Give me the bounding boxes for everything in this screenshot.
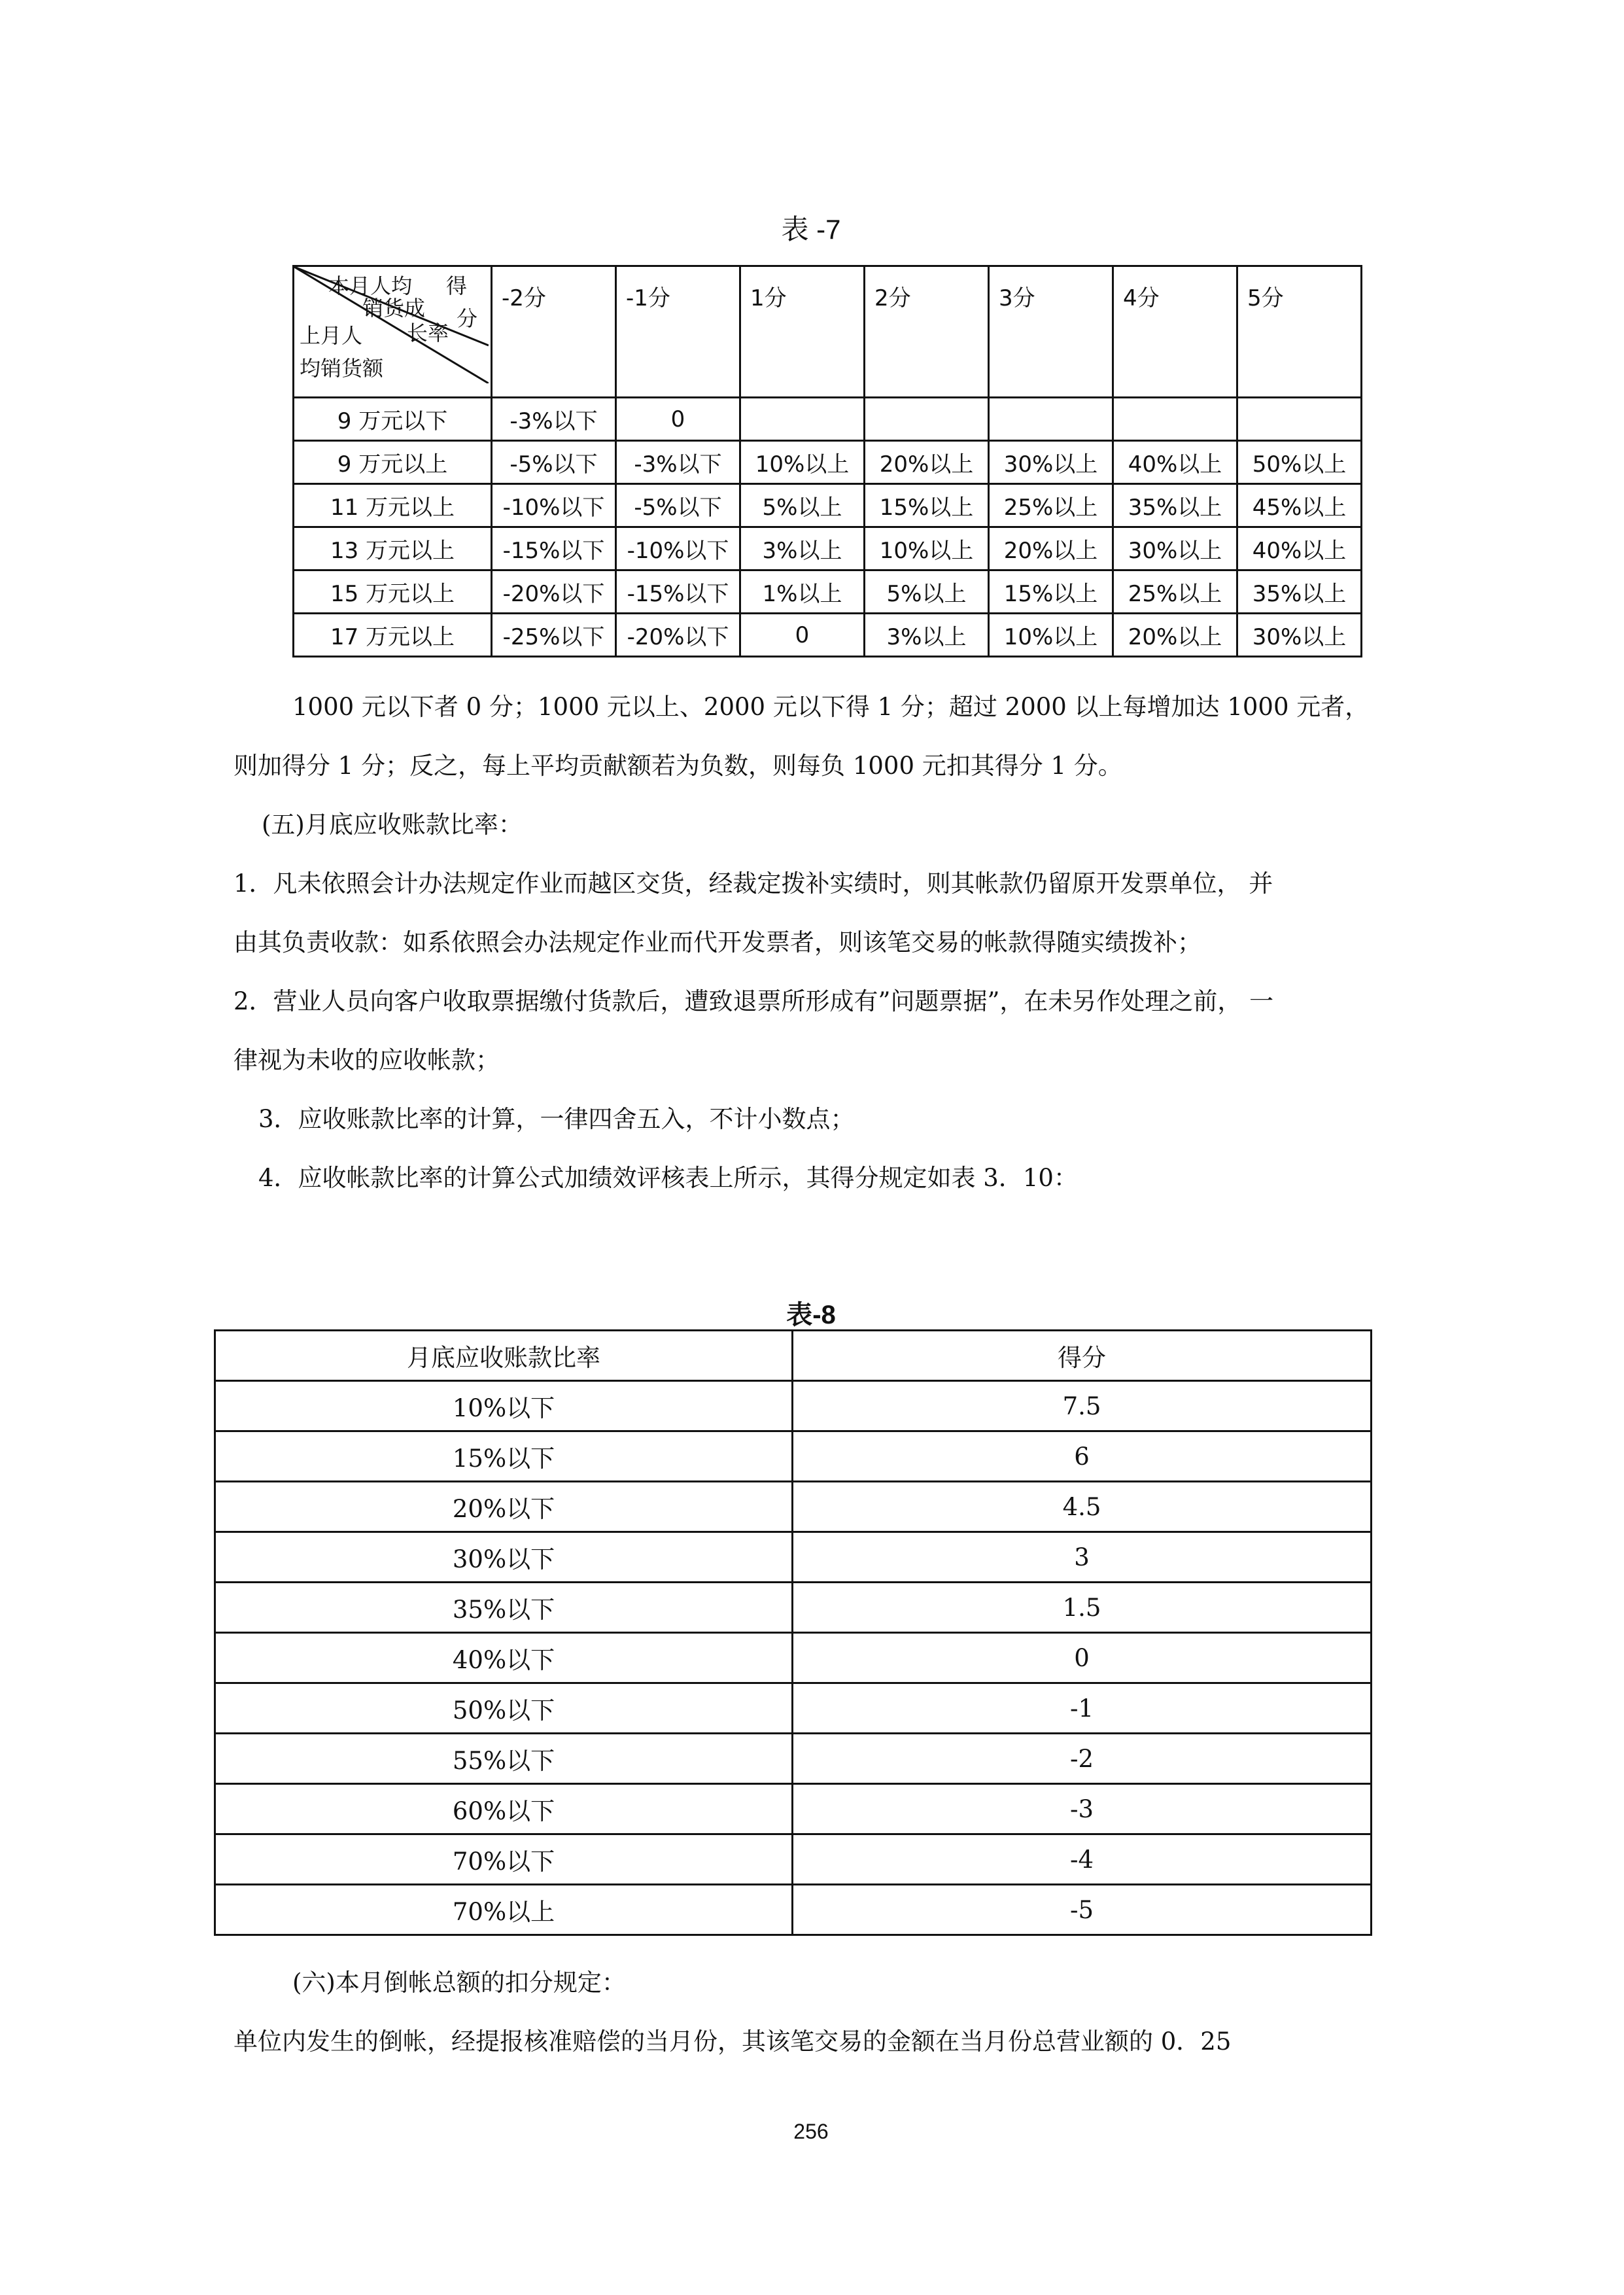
table-cell: 25%以上: [989, 484, 1113, 527]
table-cell: 30%以上: [989, 441, 1113, 484]
table-cell: [865, 398, 989, 441]
table-cell: 20%以上: [989, 527, 1113, 570]
score-header: 5分: [1237, 266, 1362, 398]
corner-label-previous-1: 上月人: [300, 323, 363, 348]
table-cell: 10%以上: [989, 614, 1113, 657]
column-header: 得分: [793, 1331, 1372, 1381]
paragraph-item-4: 4．应收帐款比率的计算公式加绩效评核表上所示，其得分规定如表 3．10：: [258, 1164, 1078, 1192]
table-row: [294, 614, 1362, 657]
table-cell: 20%以下: [215, 1482, 793, 1532]
table-cell: -10%以下: [616, 527, 740, 570]
column-header: 月底应收账款比率: [215, 1331, 793, 1381]
corner-label-current-1: 本月人均: [328, 273, 413, 298]
table-row: [294, 527, 1362, 570]
table-cell: -3%以下: [492, 398, 616, 441]
table-cell: 10%以下: [215, 1381, 793, 1431]
table7-title: 表 -7: [781, 214, 841, 245]
table-cell: -2: [793, 1734, 1372, 1784]
table7-header-row: [294, 266, 1362, 398]
paragraph-item-1: 1．凡未依照会计办法规定作业而越区交货，经裁定拨补实绩时，则其帐款仍留原开发票单位， 并: [233, 869, 1273, 898]
table-row: [215, 1482, 1372, 1532]
table-row: [215, 1885, 1372, 1935]
corner-label-current-2: 销货成: [362, 296, 426, 321]
row-label: 9 万元以下: [294, 398, 492, 441]
paragraph-item-2-cont: 律视为未收的应收帐款；: [233, 1046, 500, 1074]
diagonal-header-cell: [294, 266, 492, 398]
table-row: [215, 1381, 1372, 1431]
paragraph-score-rule: 1000 元以下者 0 分；1000 元以上、2000 元以下得 1 分；超过 2000 以上每增加达 1000 元者，: [292, 693, 1370, 721]
table-cell: 15%以下: [215, 1431, 793, 1482]
table-row: [215, 1633, 1372, 1683]
table-cell: 20%以上: [865, 441, 989, 484]
table-cell: -20%以下: [616, 614, 740, 657]
table-header-row: [215, 1331, 1372, 1381]
table-cell: -20%以下: [492, 570, 616, 614]
table-cell: 70%以下: [215, 1834, 793, 1885]
row-label: 9 万元以上: [294, 441, 492, 484]
table-cell: -5%以下: [492, 441, 616, 484]
paragraph-item-3: 3．应收账款比率的计算，一律四舍五入，不计小数点；: [258, 1105, 855, 1133]
table-row: [215, 1683, 1372, 1734]
table-cell: 10%以上: [865, 527, 989, 570]
table-row: [215, 1784, 1372, 1834]
table-cell: 60%以下: [215, 1784, 793, 1834]
table-cell: -5%以下: [616, 484, 740, 527]
score-header: -2分: [492, 266, 616, 398]
section-heading-receivables: (五)月底应收账款比率：: [262, 811, 523, 839]
section-heading-bad-debt: (六)本月倒帐总额的扣分规定：: [292, 1969, 626, 1997]
table-cell: 30%以上: [1237, 614, 1362, 657]
paragraph-score-rule-cont: 则加得分 1 分；反之，每上平均贡献额若为负数，则每负 1000 元扣其得分 1 分。: [233, 752, 1122, 780]
corner-label-score-2: 分: [457, 306, 478, 331]
table-cell: [740, 398, 865, 441]
score-header: 3分: [989, 266, 1113, 398]
table-cell: 35%以上: [1113, 484, 1237, 527]
table-cell: [1237, 398, 1362, 441]
row-label: 13 万元以上: [294, 527, 492, 570]
table-cell: 30%以下: [215, 1532, 793, 1583]
table-cell: -15%以下: [492, 527, 616, 570]
table-cell: 15%以上: [865, 484, 989, 527]
table-row: [215, 1734, 1372, 1784]
table-row: [215, 1583, 1372, 1633]
table-cell: 10%以上: [740, 441, 865, 484]
corner-label-current-3: 长率: [407, 321, 449, 345]
score-header: -1分: [616, 266, 740, 398]
table-cell: 0: [793, 1633, 1372, 1683]
table-cell: 0: [616, 398, 740, 441]
table-cell: 3: [793, 1532, 1372, 1583]
table-cell: 3%以上: [865, 614, 989, 657]
table-cell: 35%以上: [1237, 570, 1362, 614]
table-cell: 50%以上: [1237, 441, 1362, 484]
table-row: [294, 570, 1362, 614]
page-number: 256: [793, 2120, 829, 2143]
score-header: 1分: [740, 266, 865, 398]
table-row: [215, 1532, 1372, 1583]
score-header: 4分: [1113, 266, 1237, 398]
table-cell: 0: [740, 614, 865, 657]
table-cell: -15%以下: [616, 570, 740, 614]
table-row: [215, 1834, 1372, 1885]
table-cell: 1%以上: [740, 570, 865, 614]
table-cell: -25%以下: [492, 614, 616, 657]
table-cell: [1113, 398, 1237, 441]
table-cell: 40%以上: [1113, 441, 1237, 484]
table-cell: 40%以上: [1237, 527, 1362, 570]
table-cell: 1.5: [793, 1583, 1372, 1633]
table-cell: -10%以下: [492, 484, 616, 527]
table-cell: 50%以下: [215, 1683, 793, 1734]
table-cell: -3: [793, 1784, 1372, 1834]
paragraph-item-2: 2．营业人员向客户收取票据缴付货款后，遭致退票所形成有”问题票据”，在未另作处理之前， 一: [233, 987, 1274, 1015]
table-cell: 4.5: [793, 1482, 1372, 1532]
table8-title: 表-8: [786, 1301, 836, 1329]
table-cell: -5: [793, 1885, 1372, 1935]
table-cell: 35%以下: [215, 1583, 793, 1633]
row-label: 15 万元以上: [294, 570, 492, 614]
paragraph-bad-debt: 单位内发生的倒帐，经提报核准赔偿的当月份，其该笔交易的金额在当月份总营业额的 0．25: [233, 2027, 1232, 2056]
corner-label-previous-2: 均销货额: [300, 356, 384, 381]
table-row: [294, 484, 1362, 527]
score-header: 2分: [865, 266, 989, 398]
table-row: [294, 441, 1362, 484]
table-cell: 40%以下: [215, 1633, 793, 1683]
table-cell: 55%以下: [215, 1734, 793, 1784]
table-cell: 5%以上: [740, 484, 865, 527]
table-cell: 6: [793, 1431, 1372, 1482]
paragraph-item-1-cont: 由其负责收款：如系依照会办法规定作业而代开发票者，则该笔交易的帐款得随实绩拨补；: [233, 928, 1201, 956]
table-row: [215, 1431, 1372, 1482]
table-cell: 70%以上: [215, 1885, 793, 1935]
table-cell: 15%以上: [989, 570, 1113, 614]
table-row: [294, 398, 1362, 441]
row-label: 17 万元以上: [294, 614, 492, 657]
table-cell: [989, 398, 1113, 441]
row-label: 11 万元以上: [294, 484, 492, 527]
table-cell: 45%以上: [1237, 484, 1362, 527]
sales-growth-score-table: [292, 265, 1362, 657]
table-cell: -1: [793, 1683, 1372, 1734]
table-cell: -4: [793, 1834, 1372, 1885]
table-cell: -3%以下: [616, 441, 740, 484]
table-cell: 5%以上: [865, 570, 989, 614]
table-cell: 20%以上: [1113, 614, 1237, 657]
corner-label-score-1: 得: [446, 273, 468, 298]
table-cell: 30%以上: [1113, 527, 1237, 570]
table-cell: 7.5: [793, 1381, 1372, 1431]
receivables-ratio-score-table: [214, 1329, 1372, 1936]
table-cell: 25%以上: [1113, 570, 1237, 614]
table-cell: 3%以上: [740, 527, 865, 570]
